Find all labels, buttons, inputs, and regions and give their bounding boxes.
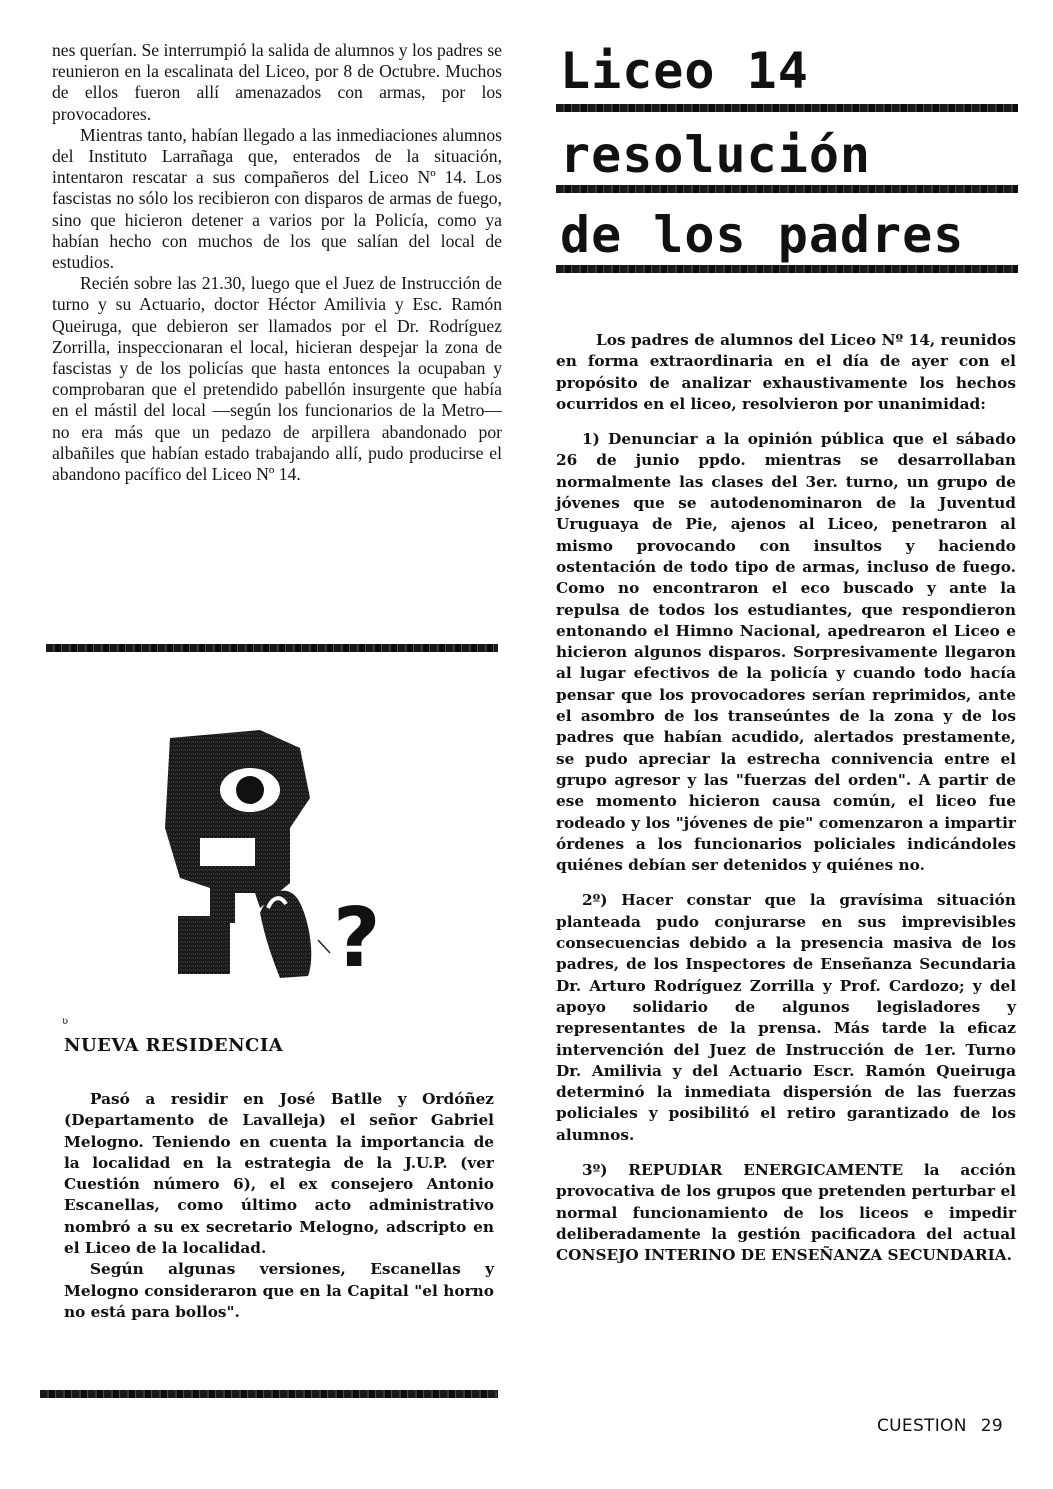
- nueva-residencia-text: [64, 1089, 494, 1323]
- point-3: 3º) REPUDIAR ENERGICAMENTE la acción provocativa de los grupos que pretenden perturbar el normal funcionamiento de los liceos e impedir deliberadamente la gestión pacificadora del actual CONSEJO INTERINO DE ENSEÑANZA SECUNDARIA.: [556, 1160, 1016, 1265]
- left-paragraph-2: Mientras tanto, habían llegado a las inmediaciones alumnos del Instituto Larrañaga que, enterados de la situación, intentaron rescatar a sus compañeros del Liceo Nº 14. Los fascistas no sólo los recibieron con disparos de armas de fuego, sino que hicieron detener a varios por la Policía, como ya habían hecho con muchos de los que salían del local de estudios.: [52, 124, 502, 273]
- left-paragraph-3: Recién sobre las 21.30, luego que el Juez de Instrucción de turno y su Actuario, doctor Héctor Amilivia y Esc. Ramón Queiruga, que debieron ser llamados por el Dr. Rodríguez Zorrilla, inspeccionaran el local, hicieran despejar la zona de fascistas y de los policías que hasta entonces la ocupaban y comprobaran que el pretendido pabellón insurgente que había en el mástil del local —según los funcionarios de la Metro— no era más que un pedazo de arpillera abandonado por albañiles que habían estado trabajando allí, pudo producirse el abandono pacífico del Liceo Nº 14.: [52, 273, 502, 485]
- headline-rule-3: [556, 265, 1018, 273]
- page-number: 29: [980, 1416, 1003, 1436]
- point-2: 2º) Hacer constar que la gravísima situación planteada pudo conjurarse en sus imprevisibles consecuencias debido a la presencia masiva de los padres, de los Inspectores de Enseñanza Secundaria Dr. Arturo Rodríguez Zorrilla y Prof. Cardozo; y del apoyo solidario de algunos legisladores y representantes de la prensa. Más tarde la eficaz intervención del Juez de Instrucción de 1er. Turno Dr. Amilivia y del Actuario Escr. Ramón Queiruga determinó la inmediata dispersión de las fuerzas policiales y posibilitó el retiro garantizado de los alumnos.: [556, 891, 1016, 1144]
- page-footer: [877, 1416, 1003, 1436]
- left-column-text: [52, 40, 502, 485]
- point-1: 1) Denunciar a la opinión pública que el sábado 26 de junio ppdo. mientras se desarrollaban normalmente las clases del 3er. turno, un grupo de jóvenes que se autodenominaron de la Juventud Uruguaya de Pie, ajenos al Liceo, penetraron al mismo provocando con insultos y haciendo ostentación de todo tipo de armas, incluso de fuego. Como no encontraron el eco buscado y ante la repulsa de todos los estudiantes, que respondieron entonando el Himno Nacional, apedrearon el Liceo e hicieron algunos disparos. Sorpresivamente llegaron al lugar efectivos de la policía y cuando todo hacía pensar que los provocadores serían reprimidos, ante el asombro de los transeúntes de la zona y de los padres que habían acudido, alertados prestamente, se pudo apreciar la estrecha connivencia entre el grupo agresor y las "fuerzas del orden". A partir de ese momento hicieron causa común, el liceo fue rodeado y los "jóvenes de pie" comenzaron a impartir órdenes a los funcionarios policiales indicándoles quiénes debían ser detenidos y quiénes no.: [556, 430, 1016, 875]
- residencia-paragraph-1: Pasó a residir en José Batlle y Ordóñez (Departamento de Lavalleja) el señor Gabriel Melogno. Teniendo en cuenta la importancia de la localidad en la estrategia de la J.U.P. (ver Cuestión número 6), el ex consejero Antonio Escanellas, como último acto administrativo nombró a su ex secretario Melogno, adscripto en el Liceo de la localidad.: [64, 1090, 494, 1258]
- left-divider-bottom: [40, 1390, 498, 1398]
- left-paragraph-1: nes querían. Se interrumpió la salida de alumnos y los padres se reunieron en la escalinata del Liceo, por 8 de Octubre. Muchos de ellos fueron allí amenazados con armas, por los provocadores.: [52, 40, 502, 124]
- headline-line-1: Liceo 14: [560, 42, 809, 100]
- residencia-paragraph-2: Según algunas versiones, Escanellas y Melogno consideraron que en la Capital "el horno no está para bollos".: [64, 1260, 494, 1321]
- headline-rule-2: [556, 185, 1018, 193]
- nueva-residencia-heading: NUEVA RESIDENCIA: [64, 1035, 284, 1056]
- headline-line-3: de los padres: [560, 206, 965, 264]
- left-divider-top: [46, 644, 498, 652]
- headline-rule-1: [556, 104, 1018, 112]
- intro-paragraph: Los padres de alumnos del Liceo Nº 14, reunidos en forma extraordinaria en el día de ayer con el propósito de analizar exhaustivamente los hechos ocurridos en el liceo, resolvieron por unanimidad:: [556, 331, 1016, 413]
- right-column-text: [556, 330, 1016, 1266]
- question-mark: ?: [333, 891, 381, 986]
- magazine-name: CUESTION: [877, 1416, 967, 1436]
- small-mark: ʋ: [62, 1016, 69, 1027]
- headline-line-2: resolución: [560, 126, 872, 184]
